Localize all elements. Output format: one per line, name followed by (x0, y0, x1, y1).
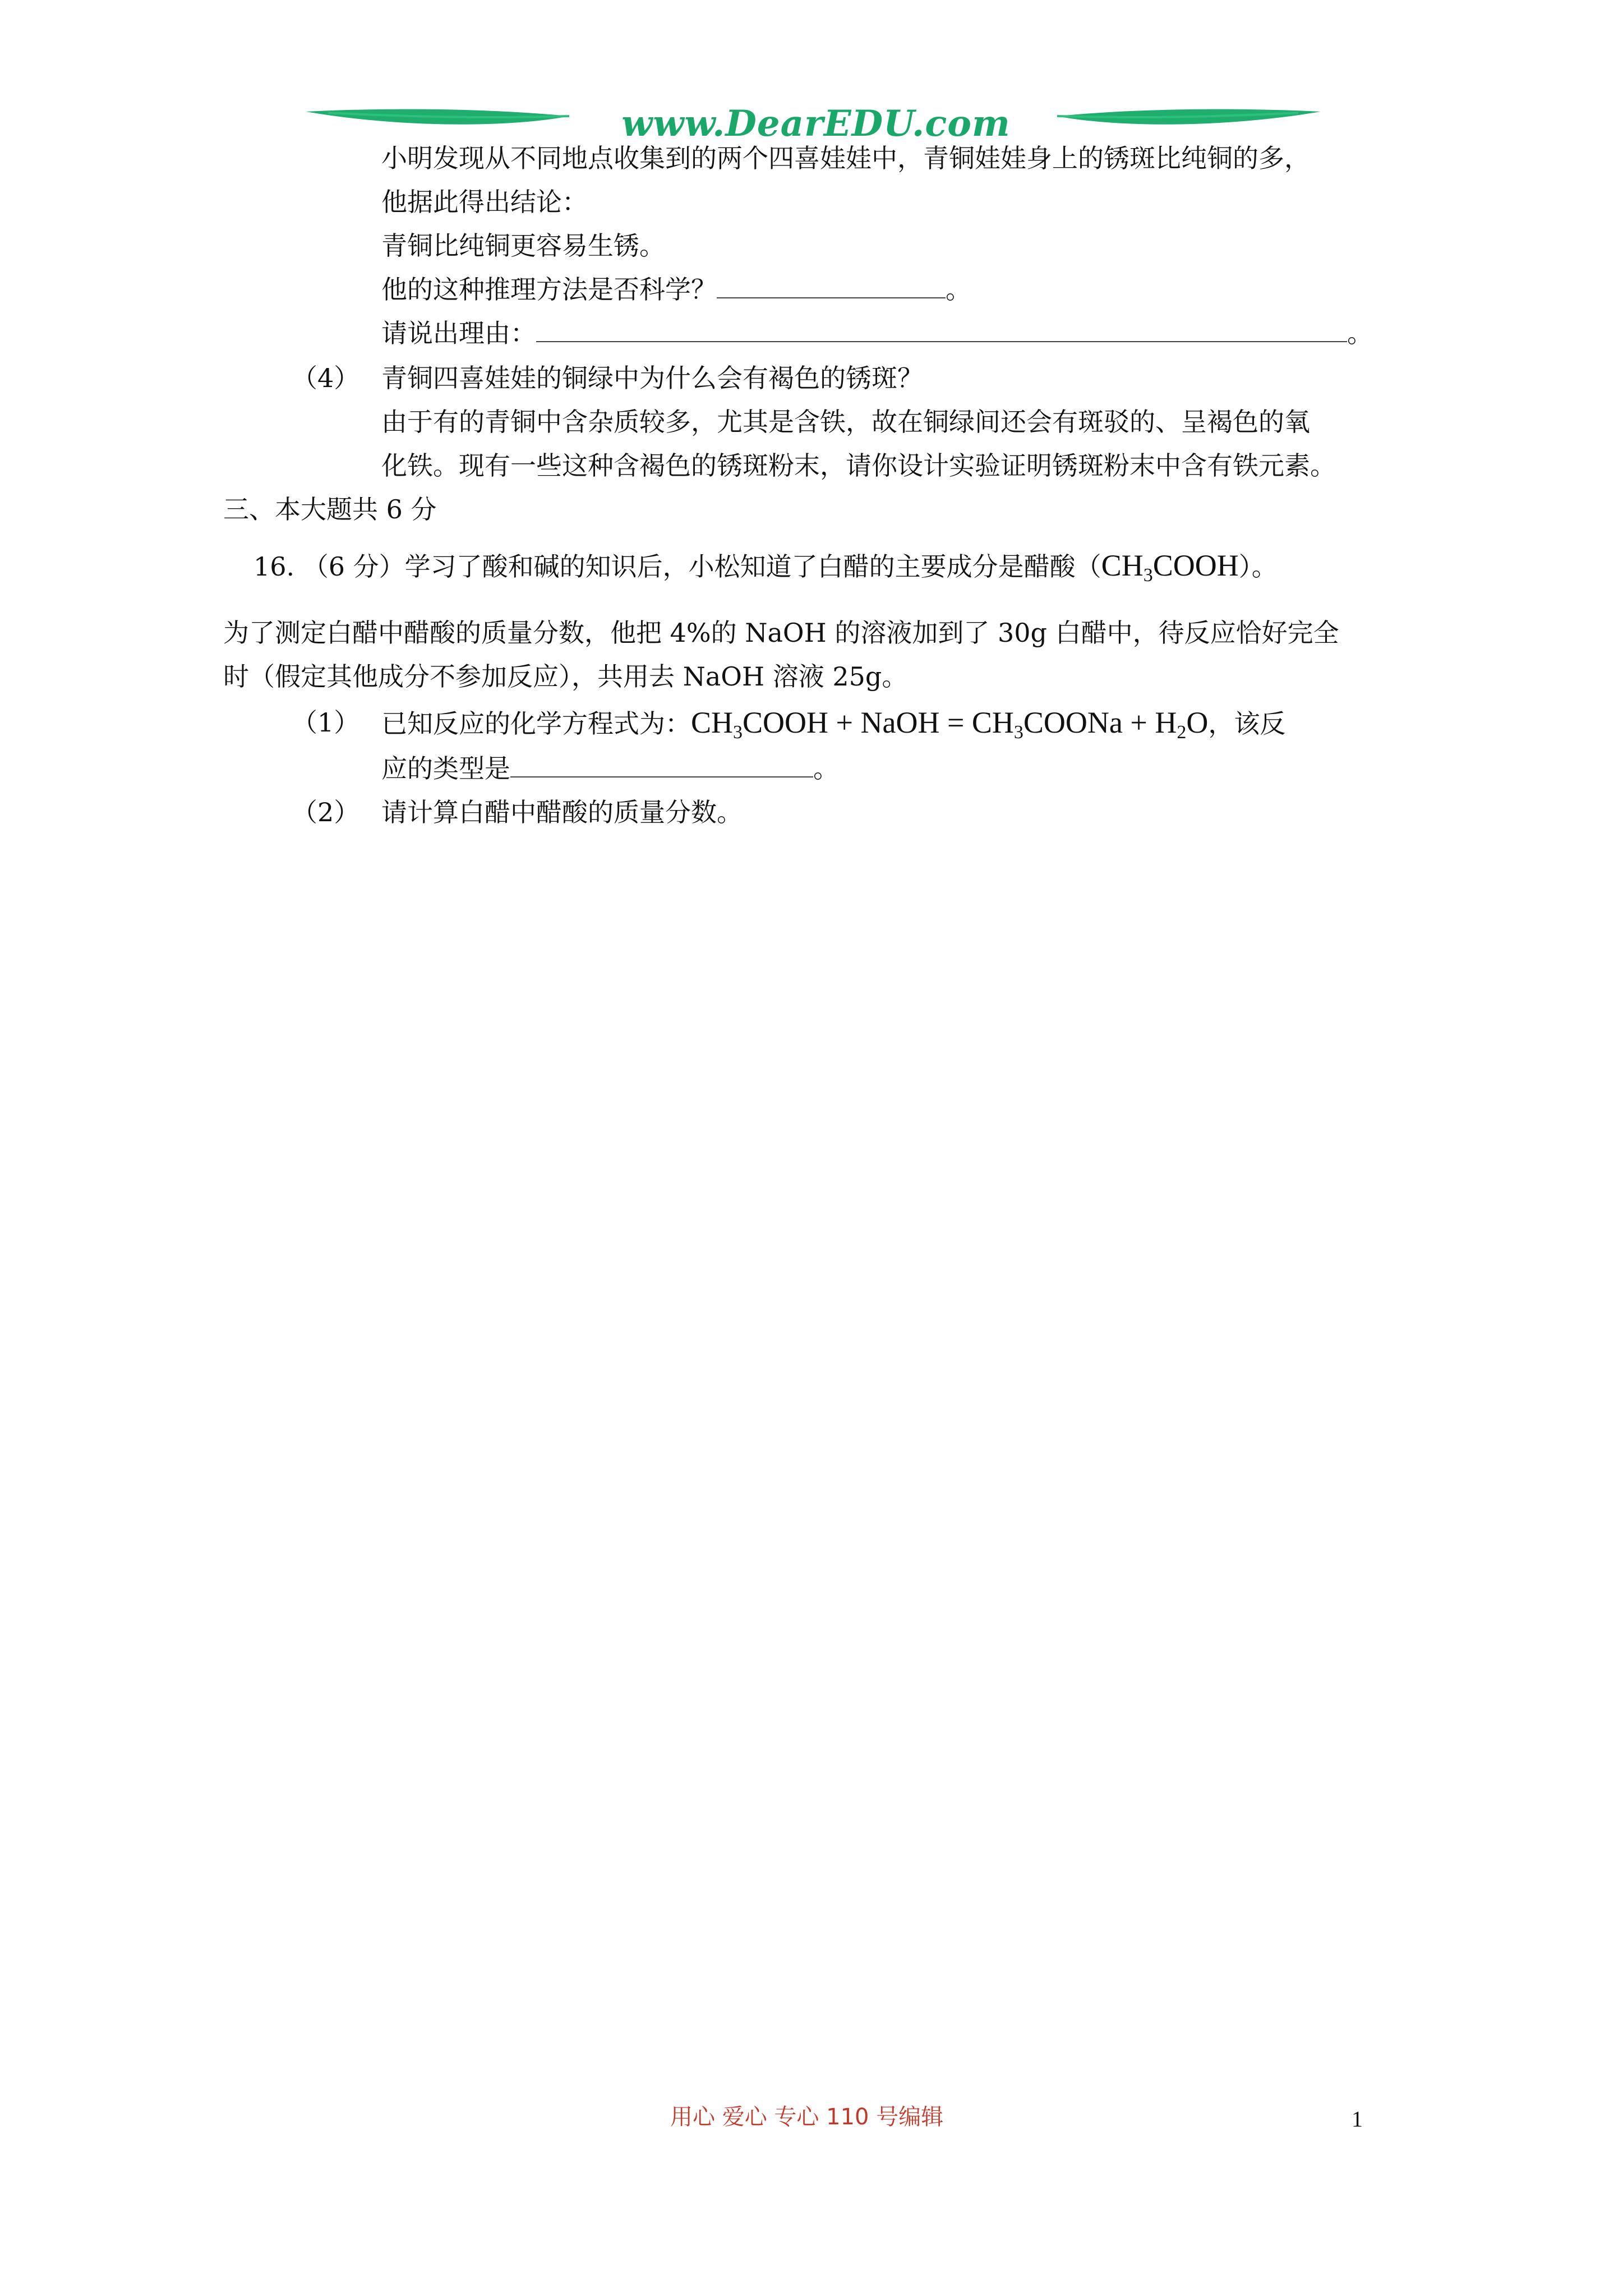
q15-p3-line5 (381, 316, 1373, 350)
q15-p3-line2: 他据此得出结论： (381, 187, 588, 217)
answer-blank[interactable] (536, 316, 1347, 342)
q15-p3-line3: 青铜比纯铜更容易生锈。 (381, 231, 665, 261)
footer-note: 用心 爱心 专心 110 号编辑 (670, 2104, 944, 2130)
question-text: 16. （6 分）学习了酸和碱的知识后，小松知道了白醋的主要成分是醋酸（ (253, 551, 1101, 582)
question-text: 请说出理由： (381, 318, 536, 348)
question-text: 他的这种推理方法是否科学？ (381, 274, 717, 305)
q15-p4-line3: 化铁。现有一些这种含褐色的锈斑粉末，请你设计实验证明锈斑粉末中含有铁元素。 (381, 450, 1336, 481)
q15-p4-label: （4） (292, 363, 360, 393)
q16-line2: 为了测定白醋中醋酸的质量分数，他把 4%的 NaOH 的溶液加到了 30g 白醋中，待反应恰好完全 (223, 618, 1339, 648)
punctuation: 。 (1347, 318, 1373, 348)
q15-p3-line1: 小明发现从不同地点收集到的两个四喜娃娃中，青铜娃娃身上的锈斑比纯铜的多， (381, 143, 1310, 173)
q16-sub2-text: 请计算白醋中醋酸的质量分数。 (381, 797, 743, 827)
acetic-acid-formula: $CH_3COOH$ (1101, 549, 1239, 586)
question-text: 已知反应的化学方程式为： (381, 708, 691, 739)
answer-blank[interactable] (510, 752, 813, 777)
q16-line3: 时（假定其他成分不参加反应），共用去 NaOH 溶液 25g。 (223, 661, 908, 692)
page-number: 1 (1352, 2106, 1363, 2132)
punctuation: 。 (946, 274, 971, 305)
q16-sub1-label: （1） (292, 707, 360, 738)
q15-p3-line4 (381, 273, 971, 306)
punctuation: 。 (813, 753, 839, 784)
question-text: ，该反 (1208, 708, 1286, 739)
answer-blank[interactable] (717, 273, 946, 298)
reaction-equation: $CH_3COOH$ + NaOH = $CH_3COONa + H_2O$ (691, 706, 1209, 743)
punctuation: ）。 (1238, 551, 1278, 582)
q16-sub2-label: （2） (292, 797, 360, 827)
q16-sub1-line1 (381, 706, 1285, 749)
q15-p4-line1: 青铜四喜娃娃的铜绿中为什么会有褐色的锈斑？ (381, 363, 923, 393)
q16-sub1-line2 (381, 752, 839, 785)
q15-p4-line2: 由于有的青铜中含杂质较多，尤其是含铁，故在铜绿间还会有斑驳的、呈褐色的氧 (381, 407, 1310, 437)
question-text: 应的类型是 (381, 753, 510, 784)
logo-text: www.DearEDU.com (580, 104, 1052, 144)
q16-intro (253, 549, 1278, 592)
section-heading: 三、本大题共 6 分 (223, 494, 437, 524)
